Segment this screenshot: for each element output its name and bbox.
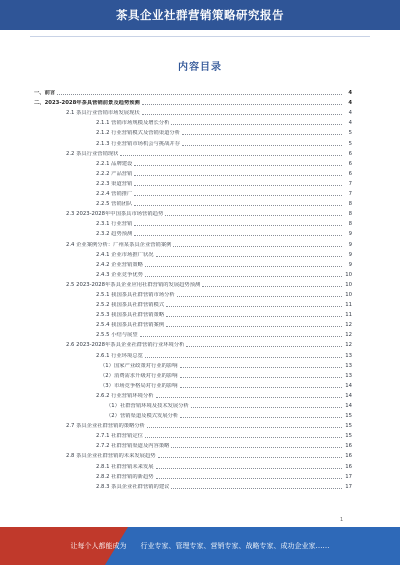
toc-leader-dots [156, 397, 342, 398]
toc-leader-dots [180, 387, 342, 388]
toc-entry[interactable] [34, 459, 352, 469]
toc-leader-dots [156, 478, 342, 479]
toc-entry-page: 11 [345, 302, 352, 309]
toc-leader-dots [177, 296, 342, 297]
toc-entry-title: 2.2 茶具行业营销现状 [66, 150, 119, 157]
toc-entry[interactable] [34, 227, 352, 237]
toc-entry-page: 4 [348, 110, 352, 117]
toc-leader-dots [140, 336, 342, 337]
toc-entry-title: 2.1.2 行业营销模式及营销渠道分析 [96, 130, 181, 137]
toc-entry-page: 15 [345, 423, 352, 430]
toc-entry-page: 12 [345, 342, 352, 349]
toc-entry-title: （3）市场竞争格局对行业的影响 [100, 382, 178, 389]
toc-entry[interactable] [34, 96, 352, 106]
toc-leader-dots [180, 367, 342, 368]
toc-leader-dots [120, 155, 342, 156]
toc-entry-title: 2.3 2023-2028年中国茶具市场营销趋势 [66, 211, 164, 218]
toc-entry[interactable] [34, 116, 352, 126]
toc-entry[interactable] [34, 187, 352, 197]
toc-leader-dots [156, 256, 342, 257]
toc-entry-title: （2）消费需求升级对行业的影响 [100, 372, 178, 379]
toc-entry-title: 2.4.1 企业市场推广状况 [96, 251, 154, 258]
toc-entry-page: 17 [345, 473, 352, 480]
toc-entry-title: 2.2.4 营销推广 [96, 191, 133, 198]
document-title: 茶具企业社群营销策略研究报告 [116, 8, 284, 22]
toc-entry-page: 10 [345, 281, 352, 288]
toc-entry[interactable] [34, 359, 352, 369]
toc-entry-title: 2.4.2 企业营销策略 [96, 261, 143, 268]
toc-leader-dots [182, 145, 342, 146]
toc-leader-dots [166, 326, 342, 327]
toc-entry-page: 10 [345, 291, 352, 298]
toc-entry[interactable] [34, 379, 352, 389]
toc-entry[interactable] [34, 106, 352, 116]
toc-leader-dots [180, 377, 342, 378]
toc-entry-title: 2.5 2023-2028年茶具企业应用社群营销的发展趋势预测 [66, 281, 201, 288]
toc-leader-dots [182, 134, 342, 135]
toc-entry-title: 2.2.5 营销团队 [96, 201, 133, 208]
toc-entry-title: 2.3.1 行业营销 [96, 221, 133, 228]
toc-entry-page: 6 [348, 160, 352, 167]
toc-entry-page: 14 [345, 403, 352, 409]
toc-entry-title: 2.4.3 企业竞争优势 [96, 271, 143, 278]
toc-entry-title: 2.5.1 我国茶具社群营销市场分析 [96, 291, 175, 298]
toc-entry-title: 2.8.1 社群营销未来发展 [96, 463, 154, 470]
toc-entry[interactable] [34, 449, 352, 459]
toc-entry-title: 2.7.1 社群营销定位 [96, 433, 143, 440]
toc-leader-dots [134, 225, 342, 226]
toc-entry-page: 4 [348, 90, 352, 97]
toc-entry-page: 13 [345, 362, 352, 369]
toc-leader-dots [134, 185, 342, 186]
toc-entry[interactable] [34, 419, 352, 429]
toc-entry-title: 2.1.1 营销市场规模及增长分析 [96, 120, 170, 127]
toc-entry[interactable] [34, 86, 352, 96]
toc-entry-title: 一、前言 [34, 90, 56, 97]
toc-entry-page: 7 [348, 180, 352, 187]
toc-leader-dots [142, 114, 342, 115]
toc-entry-page: 9 [348, 261, 352, 268]
toc-entry-title: 2.7.2 社群营销渠道及内容策略 [96, 443, 170, 450]
toc-leader-dots [165, 215, 342, 216]
toc-entry[interactable] [34, 197, 352, 207]
toc-leader-dots [134, 175, 342, 176]
toc-entry[interactable] [34, 237, 352, 247]
toc-entry-page: 11 [345, 312, 352, 319]
toc-entry-page: 4 [348, 120, 352, 127]
toc-entry-title: 2.2.3 渠道营销 [96, 180, 133, 187]
toc-heading: 内容目录 [178, 62, 222, 73]
toc-entry-title: 2.5.2 我国茶具社群营销模式 [96, 302, 165, 309]
toc-leader-dots [134, 235, 342, 236]
toc-entry-page: 16 [345, 463, 352, 470]
toc-leader-dots [171, 447, 342, 448]
toc-entry[interactable] [34, 369, 352, 379]
toc-entry-title: 2.4 企业案例分析：广州某茶具企业营销案例 [66, 241, 172, 248]
toc-entry[interactable] [34, 136, 352, 146]
toc-entry[interactable] [34, 217, 352, 227]
toc-entry-title: 2.6.1 行业环境总览 [96, 352, 143, 359]
toc-entry-page: 12 [345, 332, 352, 339]
toc-entry-page: 16 [345, 453, 352, 460]
toc-entry[interactable] [34, 147, 352, 157]
toc-entry-title: （1）社群营销环境及技术发展分析 [106, 403, 189, 409]
toc-entry[interactable] [34, 429, 352, 439]
toc-leader-dots [171, 124, 342, 125]
toc-leader-dots [180, 417, 342, 418]
toc-entry-title: 2.5.3 我国茶具社群营销策略 [96, 312, 165, 319]
toc-leader-dots [134, 165, 342, 166]
toc-leader-dots [145, 266, 342, 267]
toc-entry-title: 2.6.2 行业营销环境分析 [96, 392, 154, 399]
toc-entry-page: 14 [345, 392, 352, 399]
toc-entry-page: 15 [345, 433, 352, 440]
toc-entry-page: 14 [345, 382, 352, 389]
toc-entry[interactable] [34, 278, 352, 288]
toc-entry-page: 9 [348, 251, 352, 258]
toc-entry[interactable] [34, 258, 352, 268]
toc-entry-page: 8 [348, 201, 352, 208]
toc-entry-title: 2.5.4 我国茶具社群营销案例 [96, 322, 165, 329]
toc-leader-dots [134, 195, 342, 196]
toc-entry[interactable] [34, 399, 352, 409]
toc-entry-page: 7 [348, 191, 352, 198]
toc-leader-dots [145, 276, 342, 277]
toc-entry[interactable] [34, 389, 352, 399]
toc-entry[interactable] [34, 318, 352, 328]
toc-entry[interactable] [34, 409, 352, 419]
toc-entry[interactable] [34, 470, 352, 480]
toc-leader-dots [171, 488, 342, 489]
toc-entry[interactable] [34, 177, 352, 187]
toc-entry[interactable] [34, 157, 352, 167]
toc-entry-title: 2.1.3 行业营销市场机会与挑战并存 [96, 140, 181, 147]
toc-leader-dots [147, 427, 342, 428]
toc-leader-dots [186, 346, 342, 347]
table-of-contents [34, 86, 352, 490]
header-divider [30, 36, 370, 37]
toc-entry[interactable] [34, 439, 352, 449]
footer-slogan: 让每个人都能成为 行业专家、管理专家、营销专家、战略专家、成功企业家…… [70, 542, 330, 550]
toc-entry[interactable] [34, 338, 352, 348]
toc-leader-dots [166, 306, 342, 307]
toc-entry[interactable] [34, 126, 352, 136]
toc-entry-title: （1）国家产业政策对行业的影响 [100, 362, 178, 369]
toc-entry-title: 2.6 2023-2028年茶具企业社群营销行业环境分析 [66, 342, 185, 349]
page-number: 1 [340, 517, 344, 523]
toc-entry-title: 2.3.2 趋势预测 [96, 231, 133, 238]
toc-entry-title: 2.8.2 社群营销的新趋势 [96, 473, 154, 480]
toc-entry-page: 4 [348, 100, 352, 107]
toc-entry-page: 13 [345, 352, 352, 359]
toc-entry[interactable] [34, 348, 352, 358]
toc-entry[interactable] [34, 207, 352, 217]
toc-entry-title: 2.1 茶具行业营销市场发展现状 [66, 110, 140, 117]
toc-leader-dots [166, 316, 342, 317]
toc-leader-dots [191, 407, 342, 408]
toc-leader-dots [142, 104, 342, 105]
toc-entry-page: 5 [348, 140, 352, 147]
toc-leader-dots [145, 357, 342, 358]
toc-entry-page: 10 [345, 271, 352, 278]
toc-entry-page: 6 [348, 170, 352, 177]
toc-entry-title: 2.8 茶具企业社群营销的未来发展趋势 [66, 453, 156, 460]
toc-leader-dots [158, 457, 342, 458]
toc-leader-dots [134, 205, 342, 206]
toc-entry[interactable] [34, 167, 352, 177]
toc-entry-title: 2.8.3 茶具企业社群营销的建议 [96, 483, 170, 490]
toc-entry[interactable] [34, 308, 352, 318]
toc-leader-dots [202, 286, 342, 287]
toc-entry-page: 17 [345, 483, 352, 490]
toc-entry-title: 二、2023-2028年茶具营销前景及趋势预测 [34, 100, 140, 107]
toc-entry-page: 12 [345, 322, 352, 329]
toc-entry[interactable] [34, 480, 352, 490]
toc-entry[interactable] [34, 328, 352, 338]
toc-leader-dots [156, 468, 342, 469]
toc-entry-page: 13 [345, 372, 352, 379]
toc-entry-page: 5 [348, 130, 352, 137]
toc-entry-title: 2.2.1 品牌建设 [96, 160, 133, 167]
toc-entry-page: 8 [348, 221, 352, 228]
toc-leader-dots [173, 246, 342, 247]
toc-entry[interactable] [34, 298, 352, 308]
toc-entry-page: 9 [348, 231, 352, 238]
toc-entry-page: 15 [345, 413, 352, 420]
toc-entry[interactable] [34, 288, 352, 298]
toc-entry-title: 2.2.2 产品营销 [96, 170, 133, 177]
toc-entry[interactable] [34, 268, 352, 278]
toc-entry-page: 16 [345, 443, 352, 450]
toc-leader-dots [145, 437, 342, 438]
toc-leader-dots [57, 94, 342, 95]
toc-entry-title: （2）营销渠道及模式发展分析 [106, 413, 179, 420]
toc-entry-page: 9 [348, 241, 352, 248]
toc-entry[interactable] [34, 248, 352, 258]
toc-entry-page: 6 [348, 150, 352, 157]
toc-entry-title: 2.7 茶具企业社群营销的策略分析 [66, 423, 145, 430]
toc-entry-page: 8 [348, 211, 352, 218]
toc-entry-title: 2.5.5 小结与展望 [96, 332, 138, 339]
